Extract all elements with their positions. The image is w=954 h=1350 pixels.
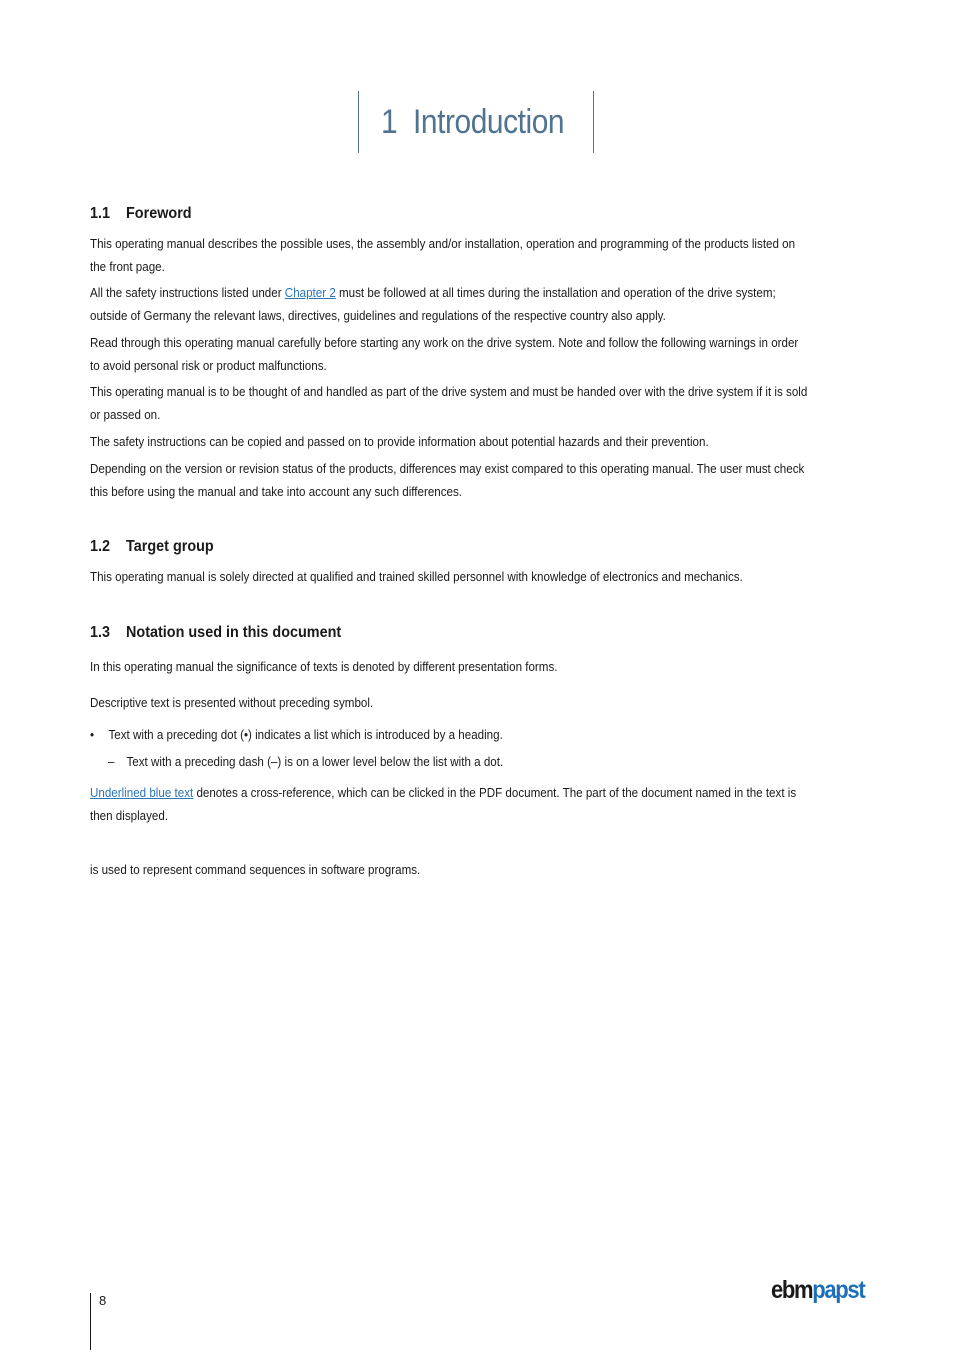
foreword-paragraph-4: This operating manual is to be thought of and handled as part of the drive system and must be handed over with the drive system if it is sold or passed on. [90, 384, 808, 422]
dot-bullet: • [90, 727, 95, 742]
foreword-paragraph-3: Read through this operating manual carefully before starting any work on the drive system. Note and follow the following warnings in order to avoid personal risk or product malfunctions. [90, 335, 799, 373]
chapter-title [381, 103, 564, 142]
notation-paragraph-1: In this operating manual the significance of texts is denoted by different presentation forms. [90, 659, 558, 674]
chapter-title-box [358, 91, 594, 153]
underlined-blue-text-link[interactable]: Underlined blue text [90, 785, 194, 800]
page-number: 8 [99, 1293, 107, 1308]
notation-paragraph-command: is used to represent command sequences in software programs. [90, 862, 421, 877]
chapter-2-link[interactable]: Chapter 2 [284, 285, 336, 300]
chapter-title-text: Introduction [413, 103, 565, 141]
ebmpapst-logo: ebmpapst [771, 1276, 865, 1304]
foreword-paragraph-6: Depending on the version or revision status of the products, differences may exist compared to this operating manual. The user must check this before using the manual and take into account any such differences. [90, 461, 805, 499]
foreword-paragraph-2: All the safety instructions listed under Chapter 2 must be followed at all times during the installation and operation of the drive system; outside of Germany the relevant laws, directives, guidelines and regulations of the respective country also apply. [90, 285, 776, 323]
chapter-number: 1 [381, 103, 398, 141]
section-heading-notation: 1.3 Notation used in this document [90, 624, 342, 641]
foreword-paragraph-5: The safety instructions can be copied and passed on to provide information about potential hazards and their prevention. [90, 434, 709, 449]
foreword-paragraph-1: This operating manual describes the possible uses, the assembly and/or installation, operation and programming of the products listed on the front page. [90, 236, 796, 274]
list-item-dash: – Text with a preceding dash (–) is on a lower level below the list with a dot. [108, 750, 865, 773]
list-item-dot: • Text with a preceding dot (•) indicates a list which is introduced by a heading. [90, 723, 847, 746]
dash-bullet: – [108, 754, 115, 769]
target-group-paragraph: This operating manual is solely directed at qualified and trained skilled personnel with knowledge of electronics and mechanics. [90, 569, 743, 584]
notation-paragraph-2: Descriptive text is presented without preceding symbol. [90, 695, 374, 710]
notation-paragraph-xref: Underlined blue text denotes a cross-reference, which can be clicked in the PDF document. The part of the document named in the text is then displayed. [90, 785, 797, 823]
section-heading-foreword: 1.1 Foreword [90, 205, 192, 222]
footer-divider [90, 1293, 91, 1350]
section-heading-target-group: 1.2 Target group [90, 538, 214, 555]
